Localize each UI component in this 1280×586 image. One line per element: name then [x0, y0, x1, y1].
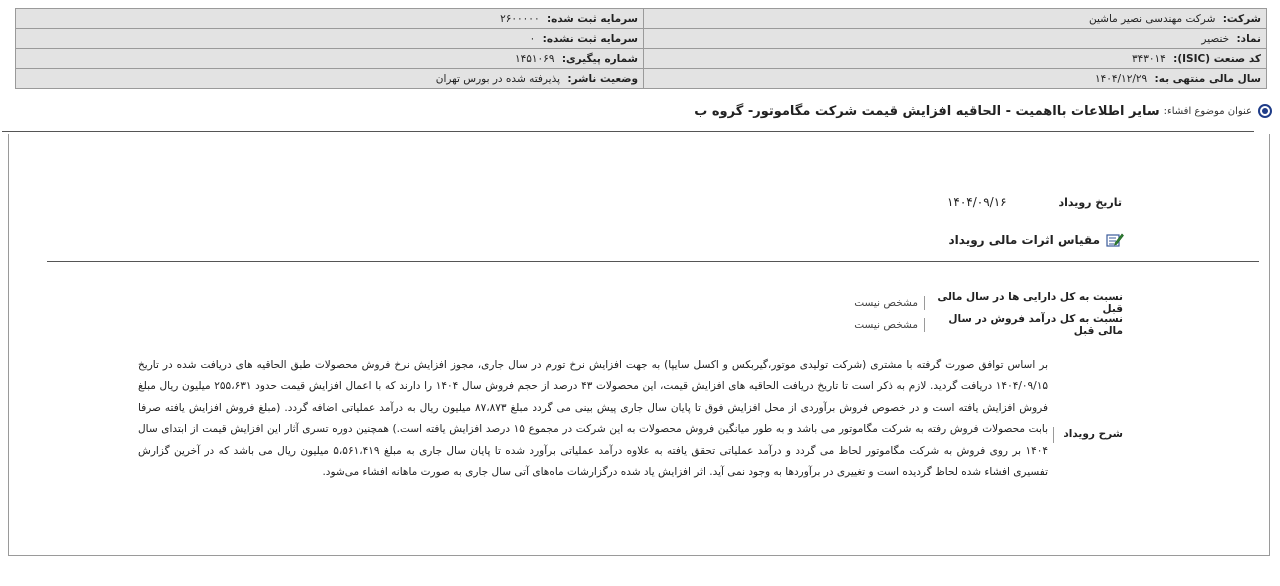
- title-prefix: عنوان موضوع افشاء:: [1163, 105, 1252, 117]
- edit-note-icon: [1106, 232, 1124, 248]
- isic-value: ۳۴۳۰۱۴: [1131, 52, 1166, 65]
- info-row: [16, 9, 1267, 29]
- symbol-value[interactable]: خنصیر: [1201, 32, 1230, 45]
- tracking-cell: [16, 49, 644, 69]
- tracking-label: شماره پیگیری:: [561, 52, 638, 65]
- ratio-assets-value: مشخص نیست: [854, 297, 918, 309]
- title-divider: [2, 131, 1254, 132]
- unreg-capital-cell: [16, 29, 644, 49]
- symbol-label: نماد:: [1236, 32, 1261, 45]
- event-date-label: تاریخ رویداد: [1058, 196, 1122, 209]
- info-row: [16, 29, 1267, 49]
- reg-capital-cell: [16, 9, 644, 29]
- title-text: سایر اطلاعات بااهمیت - الحاقیه افزایش قیمت شرکت مگاموتور- گروه ب: [694, 103, 1160, 119]
- unreg-capital-label: سرمایه ثبت نشده:: [542, 32, 638, 45]
- symbol-cell: [644, 29, 1267, 49]
- publisher-cell: [16, 69, 644, 89]
- fiscal-cell: [644, 69, 1267, 89]
- company-label: شرکت:: [1222, 12, 1261, 25]
- isic-cell: [644, 49, 1267, 69]
- fiscal-label: سال مالی منتهی به:: [1154, 72, 1261, 85]
- tracking-value: ۱۴۵۱۰۶۹: [514, 52, 555, 65]
- impact-divider: [47, 261, 1259, 262]
- ratio-revenue-value: مشخص نیست: [854, 319, 918, 331]
- ratio-revenue-label: نسبت به کل درآمد فروش در سال مالی قبل: [948, 313, 1123, 337]
- ratio-revenue-row: [854, 313, 1123, 337]
- impact-heading-text: مقیاس اثرات مالی رویداد: [948, 233, 1100, 247]
- ratio-assets-label: نسبت به کل دارایی ها در سال مالی قبل: [937, 291, 1123, 315]
- radio-bullet-icon: [1258, 104, 1272, 118]
- isic-label: کد صنعت (ISIC):: [1173, 52, 1261, 65]
- event-date-value: ۱۴۰۴/۰۹/۱۶: [946, 195, 1007, 209]
- event-date: [947, 195, 1122, 209]
- fiscal-value: ۱۴۰۴/۱۲/۲۹: [1094, 72, 1148, 85]
- ratio-assets-row: [854, 291, 1123, 315]
- publisher-label: وضعیت ناشر:: [567, 72, 638, 85]
- impact-heading: [949, 232, 1124, 248]
- description-text: بر اساس توافق صورت گرفته با مشتری (شرکت تولیدی موتور،گیربکس و اکسل سایپا) به جهت افزایش نرخ تورم در سال جاری، مجوز افزایش نرخ فروش محصولات طبق الحاقیه های دریافت شده در تاریخ ۱۴۰۴/۰۹/۱۵ دریافت گردید. لازم به ذکر است تا تاریخ دریافت الحاقیه های افزایش قیمت، این محصولات ۴۳ درصد از حجم فروش سال ۱۴۰۴ را دارند که با اعمال افزایش قیمت حدود ۲۵۵،۶۳۱ میلیون ریال مبلغ فروش افزایش یافته است و در خصوص فروش برآوردی از محل افزایش فوق تا پایان سال جاری پیش بینی می گردد مبلغ ۸۷،۸۷۳ میلیون ریال به درآمد عملیاتی اضافه گردد. (مبلغ فروش افزایش یافته صرفا بابت محصولات فروش رفته به شرکت مگاموتور می باشد و به طور میانگین فروش محصولات به این شرکت در مجموع ۱۵ درصد افزایش یافته است.) همچنین دوره تسری آثار این افزایش قیمت از ابتدای سال ۱۴۰۴ بر روی فروش به شرکت مگاموتور لحاظ می گردد و درآمد عملیاتی تحقق یافته به علاوه درآمد عملیاتی برآورد شده تا پایان سال جاری به مبلغ ۵،۵۶۱،۴۱۹ میلیون ریال می باشد که در آخرین گزارش تفسیری افشاء شده لحاظ گردیده است و تغییری در برآوردها به وجود نمی آید. اثر افزایش یاد شده درگزارشات ماه‌های آتی سال جاری به صورت ماهانه افشاء می‌شود.: [138, 359, 1048, 479]
- company-cell: [644, 9, 1267, 29]
- info-row: [16, 69, 1267, 89]
- description-separator: [1053, 427, 1054, 443]
- company-info-table: [15, 8, 1267, 89]
- reg-capital-label: سرمایه ثبت شده:: [546, 12, 638, 25]
- info-row: [16, 49, 1267, 69]
- disclosure-title: [12, 99, 1272, 123]
- publisher-value: پذیرفته شده در بورس تهران: [435, 72, 561, 85]
- unreg-capital-value: ۰: [529, 32, 536, 45]
- company-value: شرکت مهندسی نصیر ماشین: [1088, 12, 1216, 25]
- reg-capital-value: ۲۶۰۰۰۰۰: [500, 12, 540, 25]
- description-label: شرح رویداد: [1063, 428, 1123, 440]
